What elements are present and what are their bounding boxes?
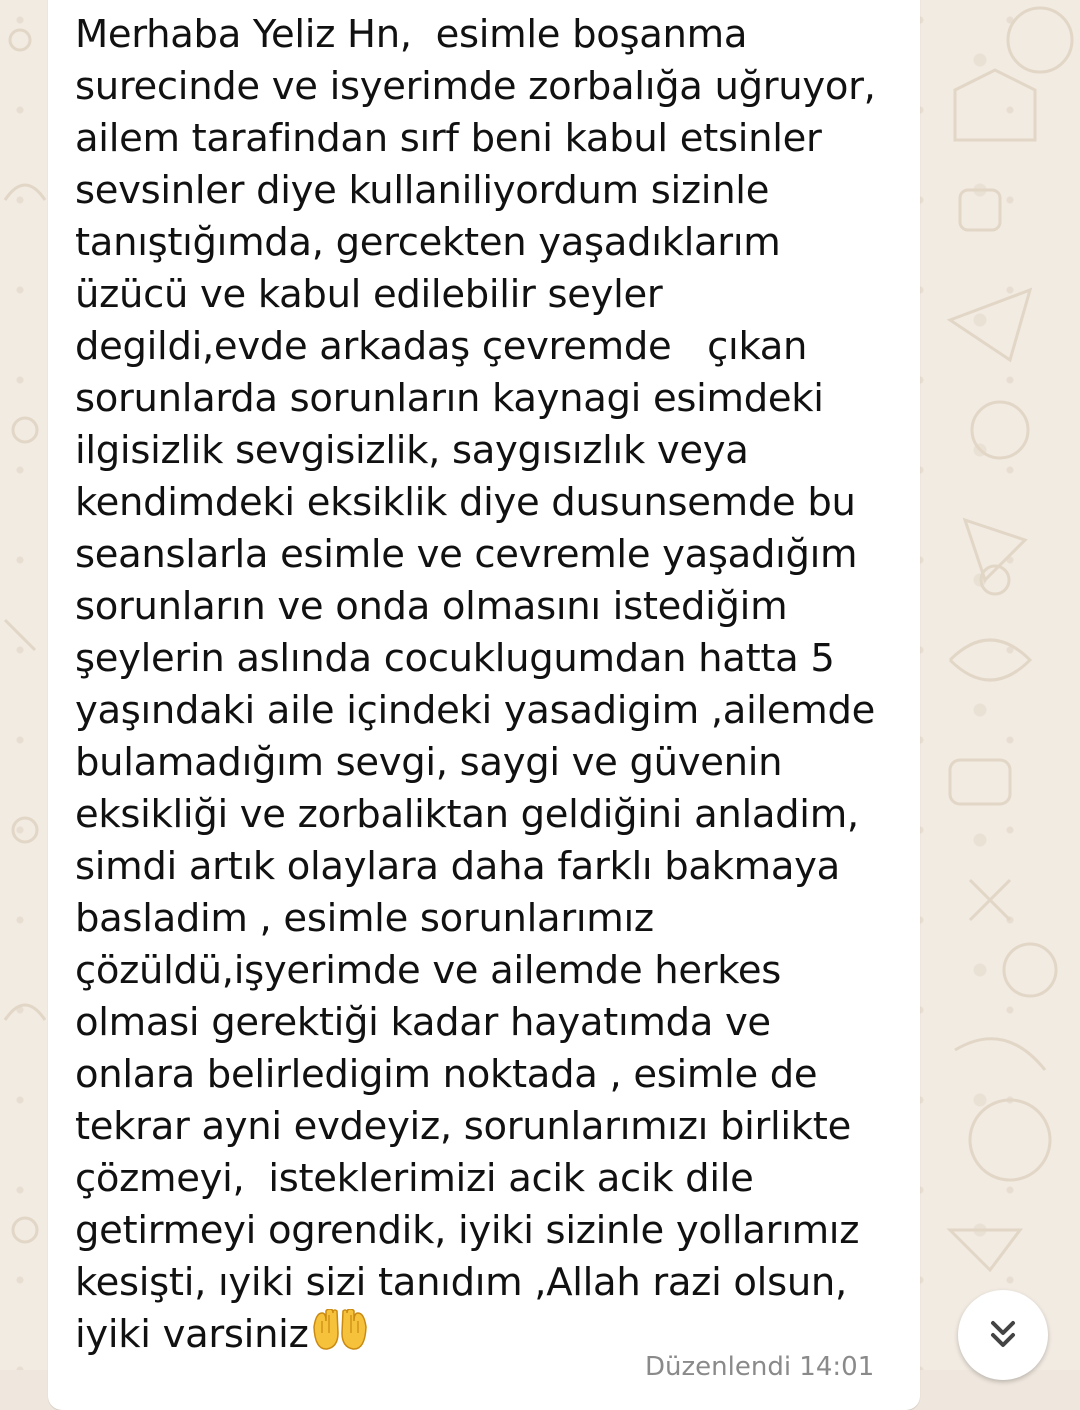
message-timestamp: Düzenlendi 14:01 (645, 1352, 875, 1382)
scroll-to-bottom-button[interactable] (958, 1290, 1048, 1380)
message-line: Merhaba Yeliz Hn, esimle boşanma (75, 12, 748, 57)
message-line: tekrar ayni evdeyiz, sorunlarımızı birlikte (75, 1104, 851, 1149)
message-line: sorunlarda sorunların kaynagi esimdeki (75, 376, 824, 421)
double-chevron-down-icon (983, 1315, 1023, 1355)
message-line: sorunların ve onda olmasını istediğim (75, 584, 788, 629)
message-line: kesişti, ıyiki sizi tanıdım ,Allah razi olsun, (75, 1260, 847, 1305)
message-line: eksikliği ve zorbaliktan geldiğini anladim, (75, 792, 859, 837)
message-line: olmasi gerektiği kadar hayatımda ve (75, 1000, 771, 1045)
message-line: yaşındaki aile içindeki yasadigim ,ailemde (75, 688, 875, 733)
message-line: çözmeyi, isteklerimizi acik acik dile (75, 1156, 754, 1201)
palms-up-together-icon (310, 1309, 370, 1355)
message-line: ilgisizlik sevgisizlik, saygısızlık veya (75, 428, 749, 473)
message-line: ailem tarafindan sırf beni kabul etsinler (75, 116, 822, 161)
message-line: çözüldü,işyerimde ve ailemde herkes (75, 948, 782, 993)
message-line: kendimdeki eksiklik diye dusunsemde bu (75, 480, 856, 525)
message-text (75, 9, 905, 1361)
message-line: üzücü ve kabul edilebilir seyler (75, 272, 663, 317)
message-line: sevsinler diye kullaniliyordum sizinle (75, 168, 770, 213)
message-line: degildi,evde arkadaş çevremde çıkan (75, 324, 808, 369)
message-line: şeylerin aslında cocuklugumdan hatta 5 (75, 636, 835, 681)
message-line: iyiki varsiniz (75, 1312, 309, 1357)
message-line: onlara belirledigim noktada , esimle de (75, 1052, 818, 1097)
message-line: basladim , esimle sorunlarımız (75, 896, 654, 941)
message-line: bulamadığım sevgi, saygi ve güvenin (75, 740, 783, 785)
message-line: seanslarla esimle ve cevremle yaşadığım (75, 532, 858, 577)
message-line: tanıştığımda, gercekten yaşadıklarım (75, 220, 781, 265)
message-line: simdi artık olaylara daha farklı bakmaya (75, 844, 840, 889)
message-line: getirmeyi ogrendik, iyiki sizinle yollarımız (75, 1208, 860, 1253)
message-line: surecinde ve isyerimde zorbalığa uğruyor, (75, 64, 876, 109)
